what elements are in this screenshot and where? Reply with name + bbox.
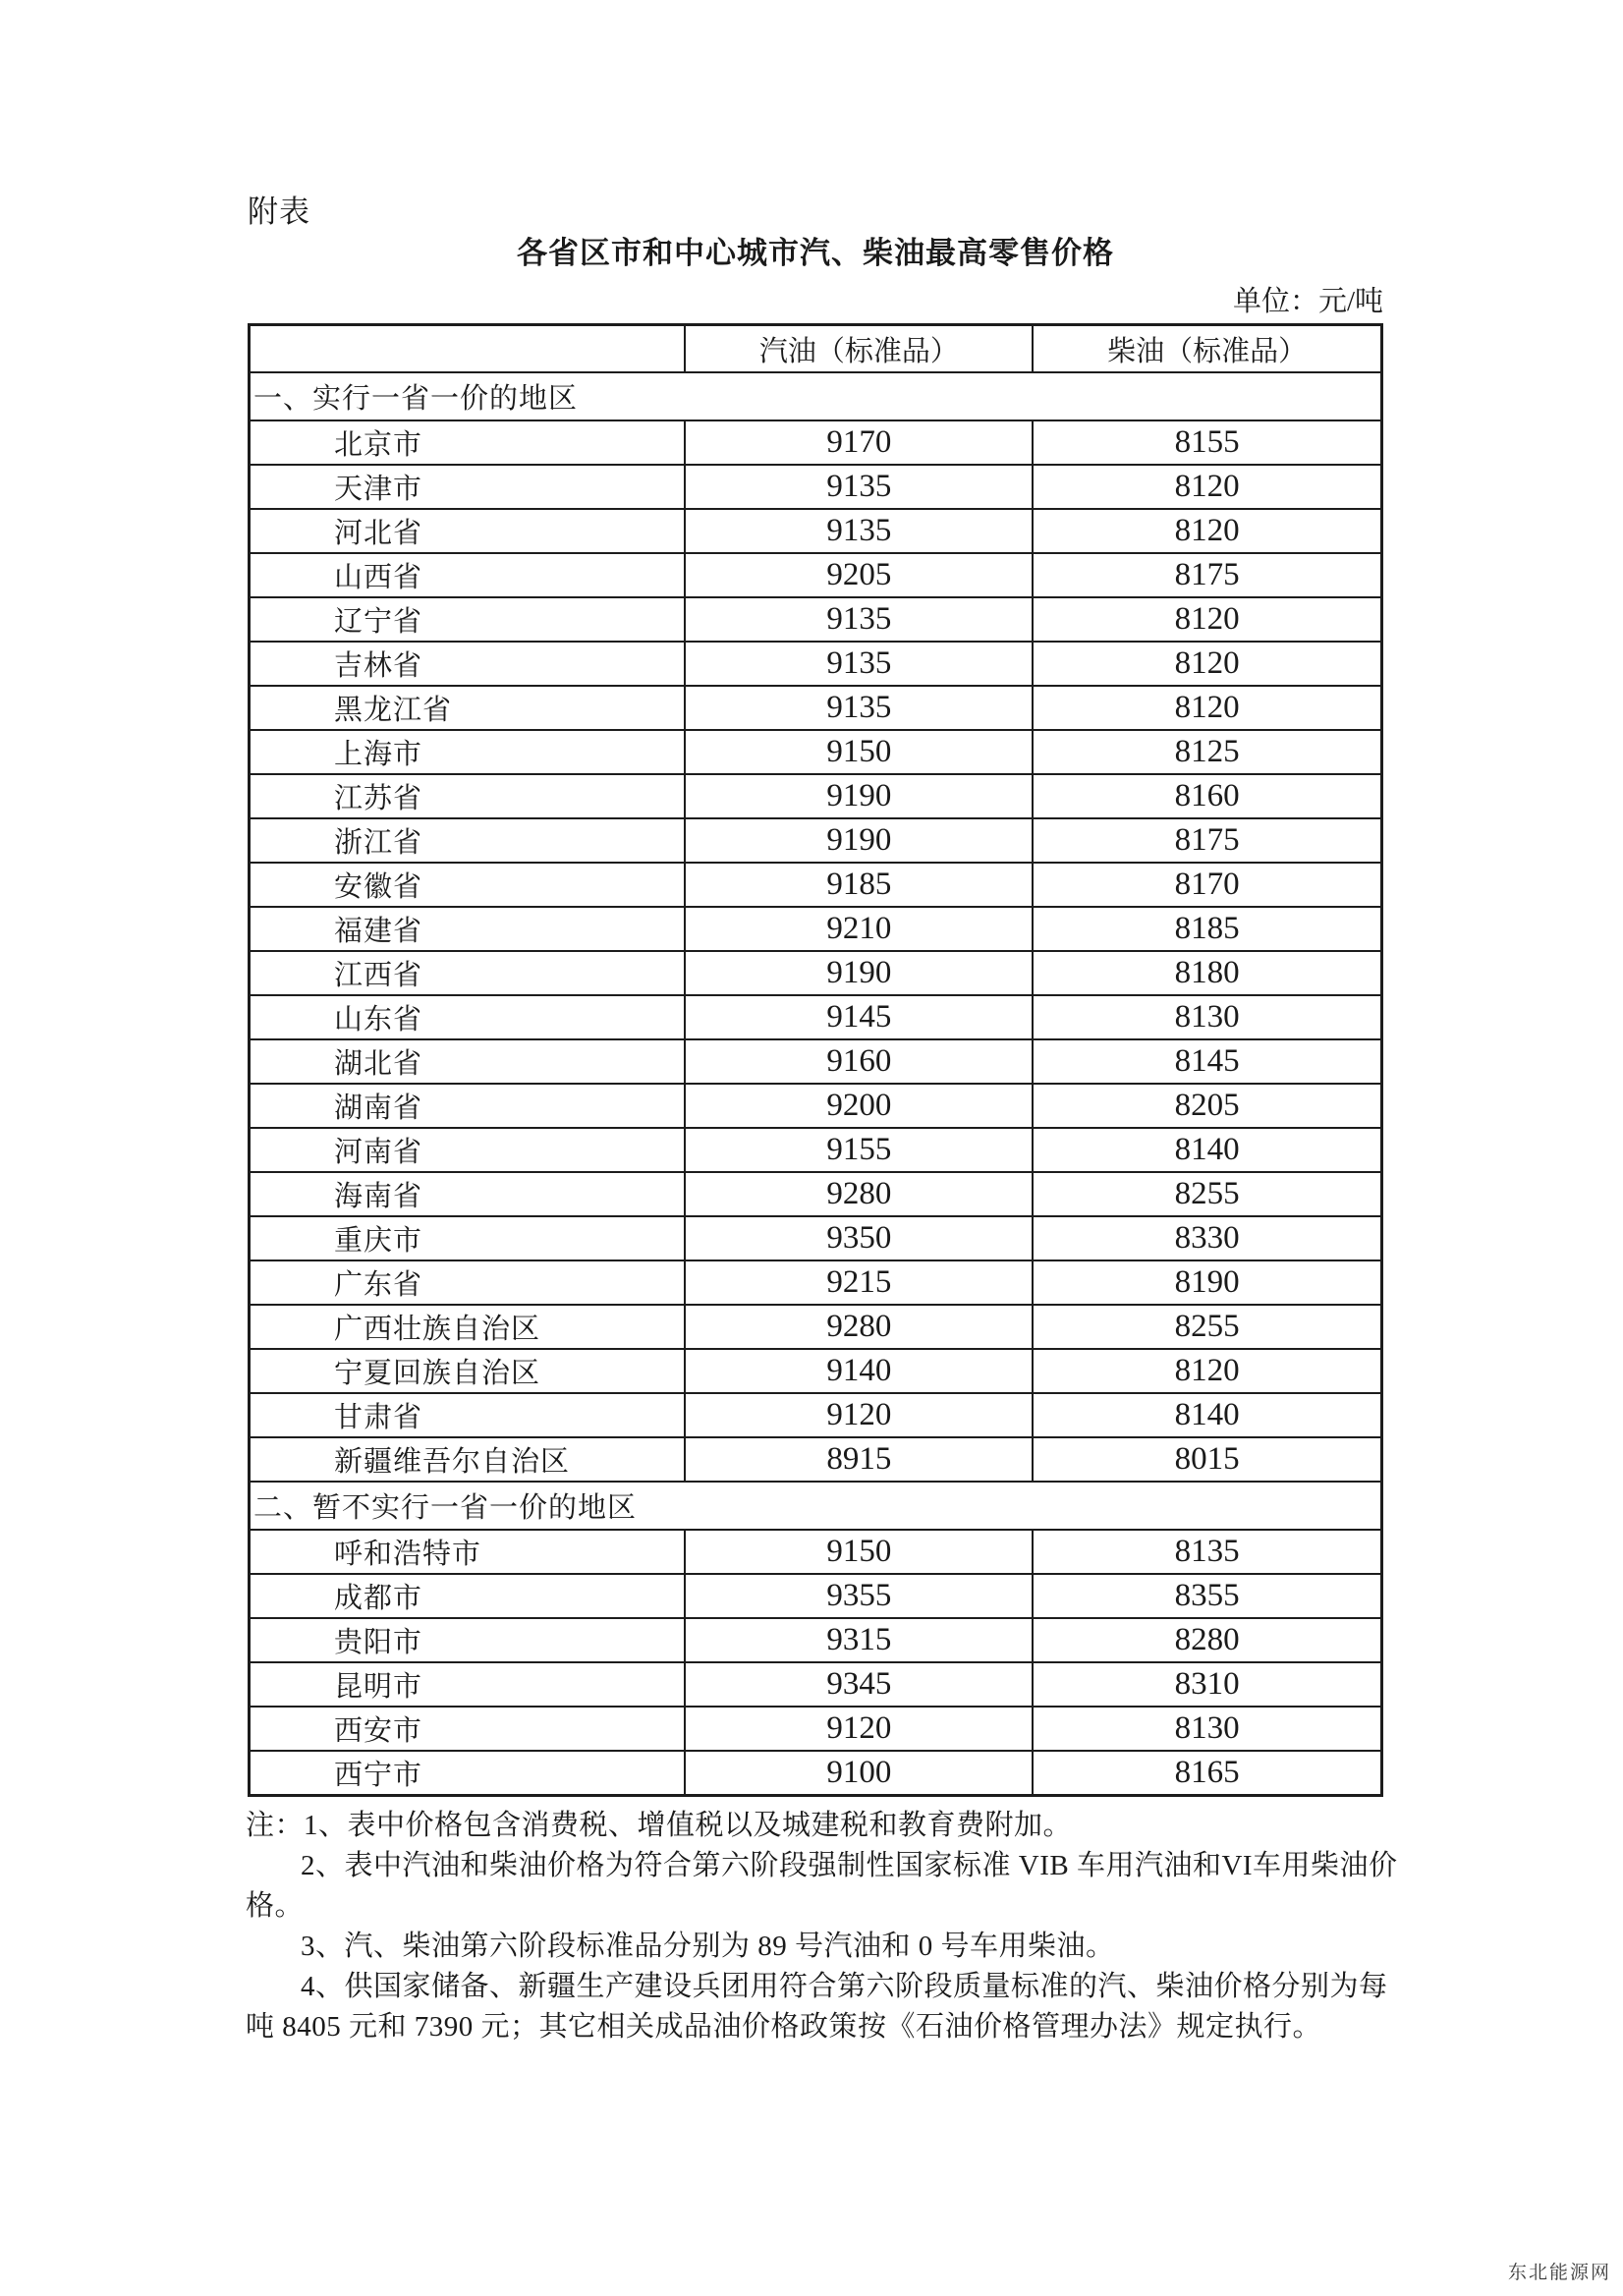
table-row [250,1751,1382,1796]
gasoline-price-cell: 9205 [685,553,1033,597]
note-line: 3、汽、柴油第六阶段标准品分别为 89 号汽油和 0 号车用柴油。 [301,1931,1115,1962]
section-header-cell: 二、暂不实行一省一价的地区 [250,1482,1382,1530]
region-cell: 浙江省 [250,818,686,863]
gasoline-price-cell: 9140 [685,1349,1033,1393]
table-row [250,1172,1382,1216]
table-row [250,597,1382,642]
region-cell: 北京市 [250,420,686,465]
gasoline-price-cell: 9210 [685,907,1033,951]
diesel-price-cell: 8120 [1033,1349,1381,1393]
region-cell: 呼和浩特市 [250,1530,686,1574]
table-row [250,1216,1382,1260]
section-header-row [250,372,1382,420]
page-title: 各省区市和中心城市汽、柴油最高零售价格 [517,236,1114,270]
gasoline-price-cell: 8915 [685,1437,1033,1482]
gasoline-price-cell: 9315 [685,1618,1033,1662]
price-table-header [250,325,1382,373]
note-line: 注：1、表中价格包含消费税、增值税以及城建税和教育费附加。 [246,1810,1073,1841]
price-table-body [250,372,1382,1796]
region-cell: 天津市 [250,465,686,509]
gasoline-price-cell: 9135 [685,465,1033,509]
table-row [250,509,1382,553]
table-row [250,1349,1382,1393]
gasoline-price-cell: 9145 [685,995,1033,1039]
notes [246,1806,1405,2047]
gasoline-price-cell: 9355 [685,1574,1033,1618]
diesel-price-cell: 8190 [1033,1260,1381,1305]
gasoline-price-cell: 9190 [685,951,1033,995]
region-cell: 辽宁省 [250,597,686,642]
section-header-cell: 一、实行一省一价的地区 [250,372,1382,420]
region-cell: 甘肃省 [250,1393,686,1437]
diesel-price-cell: 8120 [1033,686,1381,730]
diesel-price-cell: 8015 [1033,1437,1381,1482]
table-row [250,1437,1382,1482]
table-row [250,995,1382,1039]
gasoline-price-cell: 9100 [685,1751,1033,1796]
diesel-price-cell: 8120 [1033,509,1381,553]
diesel-price-cell: 8175 [1033,818,1381,863]
diesel-price-cell: 8140 [1033,1393,1381,1437]
region-cell: 西宁市 [250,1751,686,1796]
gasoline-price-cell: 9135 [685,509,1033,553]
table-row [250,1707,1382,1751]
diesel-price-cell: 8130 [1033,1707,1381,1751]
gasoline-price-cell: 9150 [685,730,1033,774]
region-cell: 河北省 [250,509,686,553]
region-cell: 湖南省 [250,1084,686,1128]
gasoline-price-cell: 9135 [685,597,1033,642]
table-row [250,730,1382,774]
region-cell: 上海市 [250,730,686,774]
gasoline-price-cell: 9135 [685,642,1033,686]
region-column-header [250,325,686,373]
diesel-price-cell: 8135 [1033,1530,1381,1574]
diesel-price-cell: 8165 [1033,1751,1381,1796]
gasoline-price-cell: 9155 [685,1128,1033,1172]
table-row [250,951,1382,995]
table-row [250,1039,1382,1084]
table-row [250,1260,1382,1305]
diesel-price-cell: 8185 [1033,907,1381,951]
attachment-label: 附表 [248,195,310,229]
diesel-price-cell: 8170 [1033,863,1381,907]
diesel-price-cell: 8355 [1033,1574,1381,1618]
table-row [250,686,1382,730]
region-cell: 宁夏回族自治区 [250,1349,686,1393]
table-row [250,1618,1382,1662]
note-line: 4、供国家储备、新疆生产建设兵团用符合第六阶段质量标准的汽、柴油价格分别为每 [301,1971,1388,2002]
gasoline-price-cell: 9160 [685,1039,1033,1084]
price-table [248,323,1383,1797]
note-line: 吨 8405 元和 7390 元；其它相关成品油价格政策按《石油价格管理办法》规定执行。 [246,2011,1322,2043]
region-cell: 西安市 [250,1707,686,1751]
gasoline-price-cell: 9215 [685,1260,1033,1305]
region-cell: 福建省 [250,907,686,951]
gasoline-price-cell: 9190 [685,774,1033,818]
header-row [250,325,1382,373]
diesel-price-cell: 8175 [1033,553,1381,597]
diesel-column-header: 柴油（标准品） [1033,325,1381,373]
region-cell: 江苏省 [250,774,686,818]
table-row [250,465,1382,509]
diesel-price-cell: 8145 [1033,1039,1381,1084]
region-cell: 广东省 [250,1260,686,1305]
gasoline-price-cell: 9170 [685,420,1033,465]
diesel-price-cell: 8140 [1033,1128,1381,1172]
diesel-price-cell: 8125 [1033,730,1381,774]
region-cell: 重庆市 [250,1216,686,1260]
section-header-row [250,1482,1382,1530]
gasoline-price-cell: 9345 [685,1662,1033,1707]
table-row [250,1128,1382,1172]
table-row [250,1393,1382,1437]
region-cell: 山东省 [250,995,686,1039]
region-cell: 江西省 [250,951,686,995]
gasoline-price-cell: 9280 [685,1305,1033,1349]
region-cell: 河南省 [250,1128,686,1172]
diesel-price-cell: 8255 [1033,1305,1381,1349]
diesel-price-cell: 8130 [1033,995,1381,1039]
region-cell: 成都市 [250,1574,686,1618]
diesel-price-cell: 8255 [1033,1172,1381,1216]
note-line: 格。 [246,1890,305,1922]
table-row [250,774,1382,818]
table-row [250,1305,1382,1349]
region-cell: 黑龙江省 [250,686,686,730]
table-row [250,818,1382,863]
diesel-price-cell: 8180 [1033,951,1381,995]
diesel-price-cell: 8280 [1033,1618,1381,1662]
unit-label: 单位：元/吨 [1232,286,1383,317]
table-row [250,863,1382,907]
gasoline-price-cell: 9120 [685,1707,1033,1751]
table-row [250,420,1382,465]
gasoline-price-cell: 9185 [685,863,1033,907]
region-cell: 贵阳市 [250,1618,686,1662]
region-cell: 吉林省 [250,642,686,686]
table-row [250,642,1382,686]
gasoline-price-cell: 9190 [685,818,1033,863]
table-row [250,907,1382,951]
gasoline-column-header: 汽油（标准品） [685,325,1033,373]
diesel-price-cell: 8120 [1033,465,1381,509]
watermark-text: 东北能源网 [1507,2263,1611,2283]
gasoline-price-cell: 9150 [685,1530,1033,1574]
region-cell: 广西壮族自治区 [250,1305,686,1349]
gasoline-price-cell: 9135 [685,686,1033,730]
table-row [250,1530,1382,1574]
diesel-price-cell: 8330 [1033,1216,1381,1260]
gasoline-price-cell: 9200 [685,1084,1033,1128]
gasoline-price-cell: 9120 [685,1393,1033,1437]
region-cell: 昆明市 [250,1662,686,1707]
note-line: 2、表中汽油和柴油价格为符合第六阶段强制性国家标准 VIB 车用汽油和VI车用柴油价 [301,1850,1398,1881]
gasoline-price-cell: 9350 [685,1216,1033,1260]
diesel-price-cell: 8155 [1033,420,1381,465]
diesel-price-cell: 8310 [1033,1662,1381,1707]
table-row [250,1662,1382,1707]
region-cell: 山西省 [250,553,686,597]
diesel-price-cell: 8120 [1033,597,1381,642]
region-cell: 海南省 [250,1172,686,1216]
region-cell: 安徽省 [250,863,686,907]
table-row [250,553,1382,597]
diesel-price-cell: 8160 [1033,774,1381,818]
region-cell: 湖北省 [250,1039,686,1084]
table-row [250,1084,1382,1128]
region-cell: 新疆维吾尔自治区 [250,1437,686,1482]
table-row [250,1574,1382,1618]
diesel-price-cell: 8205 [1033,1084,1381,1128]
diesel-price-cell: 8120 [1033,642,1381,686]
gasoline-price-cell: 9280 [685,1172,1033,1216]
